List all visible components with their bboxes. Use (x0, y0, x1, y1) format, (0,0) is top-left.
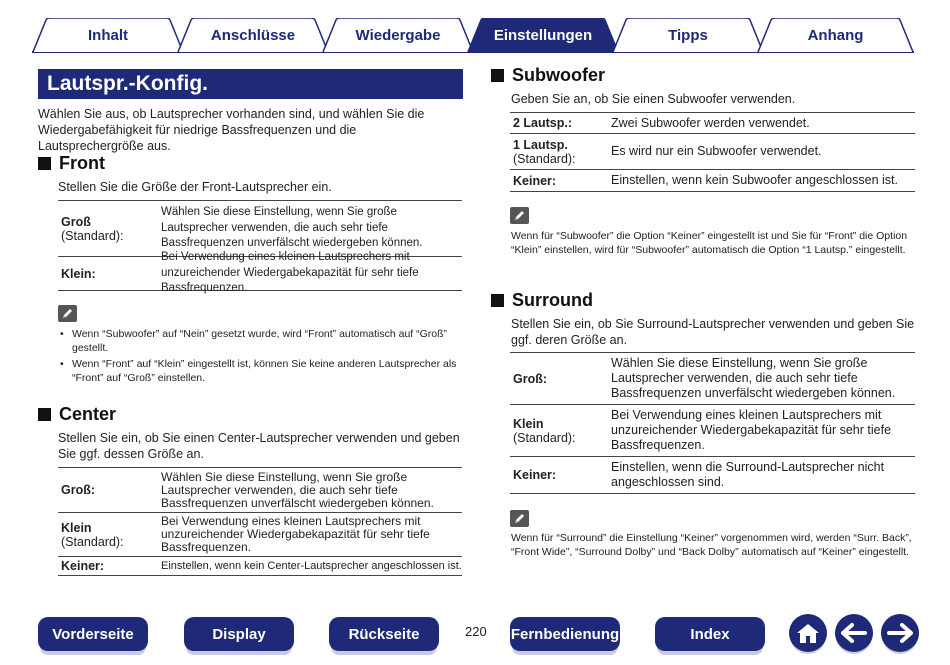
tab-anschluesse[interactable] (177, 18, 329, 52)
option-value: Wählen Sie diese Einstellung, wenn Sie große Lautsprecher verwenden, die auch sehr tiefe Bassfrequenzen unverfälscht wiedergeben können. (161, 469, 434, 510)
square-bullet-icon (38, 157, 51, 170)
option-value: Wählen Sie diese Einstellung, wenn Sie große Lautsprecher verwenden, die auch sehr tiefe Bassfrequenzen unverfälscht wiedergeben können. (161, 206, 423, 250)
home-button[interactable] (789, 614, 827, 652)
square-bullet-icon (38, 408, 51, 421)
index-button[interactable]: Index (655, 617, 765, 651)
tab-einstellungen[interactable] (467, 18, 619, 52)
table-row (58, 201, 462, 257)
center-description: Stellen Sie ein, ob Sie einen Center-Lautsprecher verwenden und geben Sie ggf. dessen Größe an. (58, 431, 460, 461)
tab-label: Einstellungen (493, 26, 593, 44)
surround-description: Stellen Sie ein, ob Sie Surround-Lautsprecher verwenden und geben Sie ggf. deren Größe an. (511, 317, 915, 347)
surround-heading: Surround (491, 290, 593, 311)
display-button[interactable]: Display (184, 617, 294, 651)
option-key: Klein: (61, 266, 96, 281)
option-key: Groß: (513, 371, 548, 386)
square-bullet-icon (491, 294, 504, 307)
rear-panel-button[interactable]: Rückseite (329, 617, 439, 651)
table-row (58, 513, 462, 557)
option-key: Groß (61, 214, 91, 229)
option-value: Bei Verwendung eines kleinen Lautsprechers mit unzureichender Wiedergabekapazität für sehr tiefe Bassfrequenzen. (161, 251, 419, 295)
tab-label: Inhalt (88, 26, 128, 44)
option-sub: (Standard): (61, 534, 124, 549)
table-row (510, 134, 915, 170)
option-value: Einstellen, wenn die Surround-Lautsprecher nicht angeschlossen sind. (611, 460, 885, 489)
option-key: Keiner: (513, 468, 557, 482)
square-bullet-icon (491, 69, 504, 82)
subwoofer-table (510, 112, 915, 192)
option-key: 2 Lautsp.: (513, 116, 573, 130)
home-icon (795, 621, 821, 645)
front-table (58, 200, 462, 295)
tab-inhalt[interactable] (32, 18, 184, 52)
arrow-left-icon (841, 623, 867, 643)
front-notes (60, 327, 462, 385)
option-value: Es wird nur ein Subwoofer verwendet. (611, 144, 822, 158)
tab-tipps[interactable] (612, 18, 764, 52)
option-key: Keiner: (513, 173, 557, 188)
option-value: Wählen Sie diese Einstellung, wenn Sie große Lautsprecher verwenden, die auch sehr tiefe Bassfrequenzen unverfälscht wiedergeben können. (611, 356, 896, 400)
table-row (58, 251, 462, 295)
tab-label: Tipps (668, 26, 708, 44)
option-key: Groß: (61, 483, 96, 497)
page-title: Lautspr.-Konfig. (38, 69, 463, 99)
table-row (510, 170, 915, 192)
tab-wiedergabe[interactable] (322, 18, 474, 52)
center-table (58, 467, 462, 576)
option-value: Einstellen, wenn kein Center-Lautsprecher angeschlossen ist. (161, 559, 462, 572)
page-number: 220 (465, 624, 487, 639)
option-sub: (Standard): (513, 151, 576, 166)
note-pencil-icon (510, 207, 529, 224)
front-description: Stellen Sie die Größe der Front-Lautsprecher ein. (58, 180, 332, 194)
table-row (58, 557, 462, 576)
option-sub: (Standard): (61, 228, 124, 243)
subwoofer-description: Geben Sie an, ob Sie einen Subwoofer verwenden. (511, 92, 796, 106)
note-item: • Wenn “Subwoofer” auf “Nein” gesetzt wurde, wird “Front” automatisch auf “Groß” gestellt. (60, 328, 448, 354)
center-heading: Center (38, 404, 116, 425)
option-key: 1 Lautsp. (513, 137, 568, 152)
tab-label: Anhang (807, 26, 864, 44)
option-value: Bei Verwendung eines kleinen Lautsprechers mit unzureichender Wiedergabekapazität für sehr tiefe Bassfrequenzen. (161, 514, 430, 554)
option-sub: (Standard): (513, 430, 576, 445)
option-value: Bei Verwendung eines kleinen Lautsprechers mit unzureichender Wiedergabekapazität für sehr tiefe Bassfrequenzen. (611, 408, 892, 452)
note-item: • Wenn “Front” auf “Klein” eingestellt ist, können Sie keine anderen Lautsprecher als “Front” auf “Groß” einstellen. (60, 358, 457, 384)
table-row (510, 405, 915, 457)
table-row (510, 353, 915, 405)
surround-note: Wenn für “Surround” die Einstellung “Keiner” vorgenommen wird, werden “Surr. Back”, “Front Wide”, “Surround Dolby” und “Back Dolby” automatisch auf “Keiner” eingestellt. (511, 532, 912, 558)
tab-bar (0, 0, 950, 56)
front-panel-button[interactable]: Vorderseite (38, 617, 148, 651)
front-heading: Front (38, 153, 105, 174)
tab-label: Wiedergabe (355, 26, 441, 44)
option-value: Zwei Subwoofer werden verwendet. (611, 115, 810, 130)
subwoofer-heading: Subwoofer (491, 65, 605, 86)
surround-table (510, 352, 915, 494)
table-row (510, 113, 915, 134)
remote-control-button[interactable]: Fernbedienung (510, 617, 620, 651)
option-key: Keiner: (61, 559, 105, 573)
note-pencil-icon (510, 510, 529, 527)
subwoofer-note: Wenn für “Subwoofer” die Option “Keiner” eingestellt ist und Sie für “Front” die Option “Klein” einstellen, wird für “Subwoofer” automatisch die Option “1 Lautsp.” eingestellt. (511, 230, 908, 256)
table-row (510, 457, 915, 494)
tab-anhang[interactable] (757, 18, 914, 52)
option-key: Klein (61, 520, 92, 535)
intro-text: Wählen Sie aus, ob Lautsprecher vorhanden sind, und wählen Sie die Wiedergabefähigkeit für niedrige Bassfrequenzen und die Lautsprechergröße aus. (38, 107, 425, 153)
option-key: Klein (513, 416, 544, 431)
tab-label: Anschlüsse (210, 26, 296, 44)
option-value: Einstellen, wenn kein Subwoofer angeschlossen ist. (611, 173, 898, 187)
arrow-right-icon (887, 623, 913, 643)
back-button[interactable] (835, 614, 873, 652)
table-row (58, 468, 462, 513)
note-pencil-icon (58, 305, 77, 322)
forward-button[interactable] (881, 614, 919, 652)
